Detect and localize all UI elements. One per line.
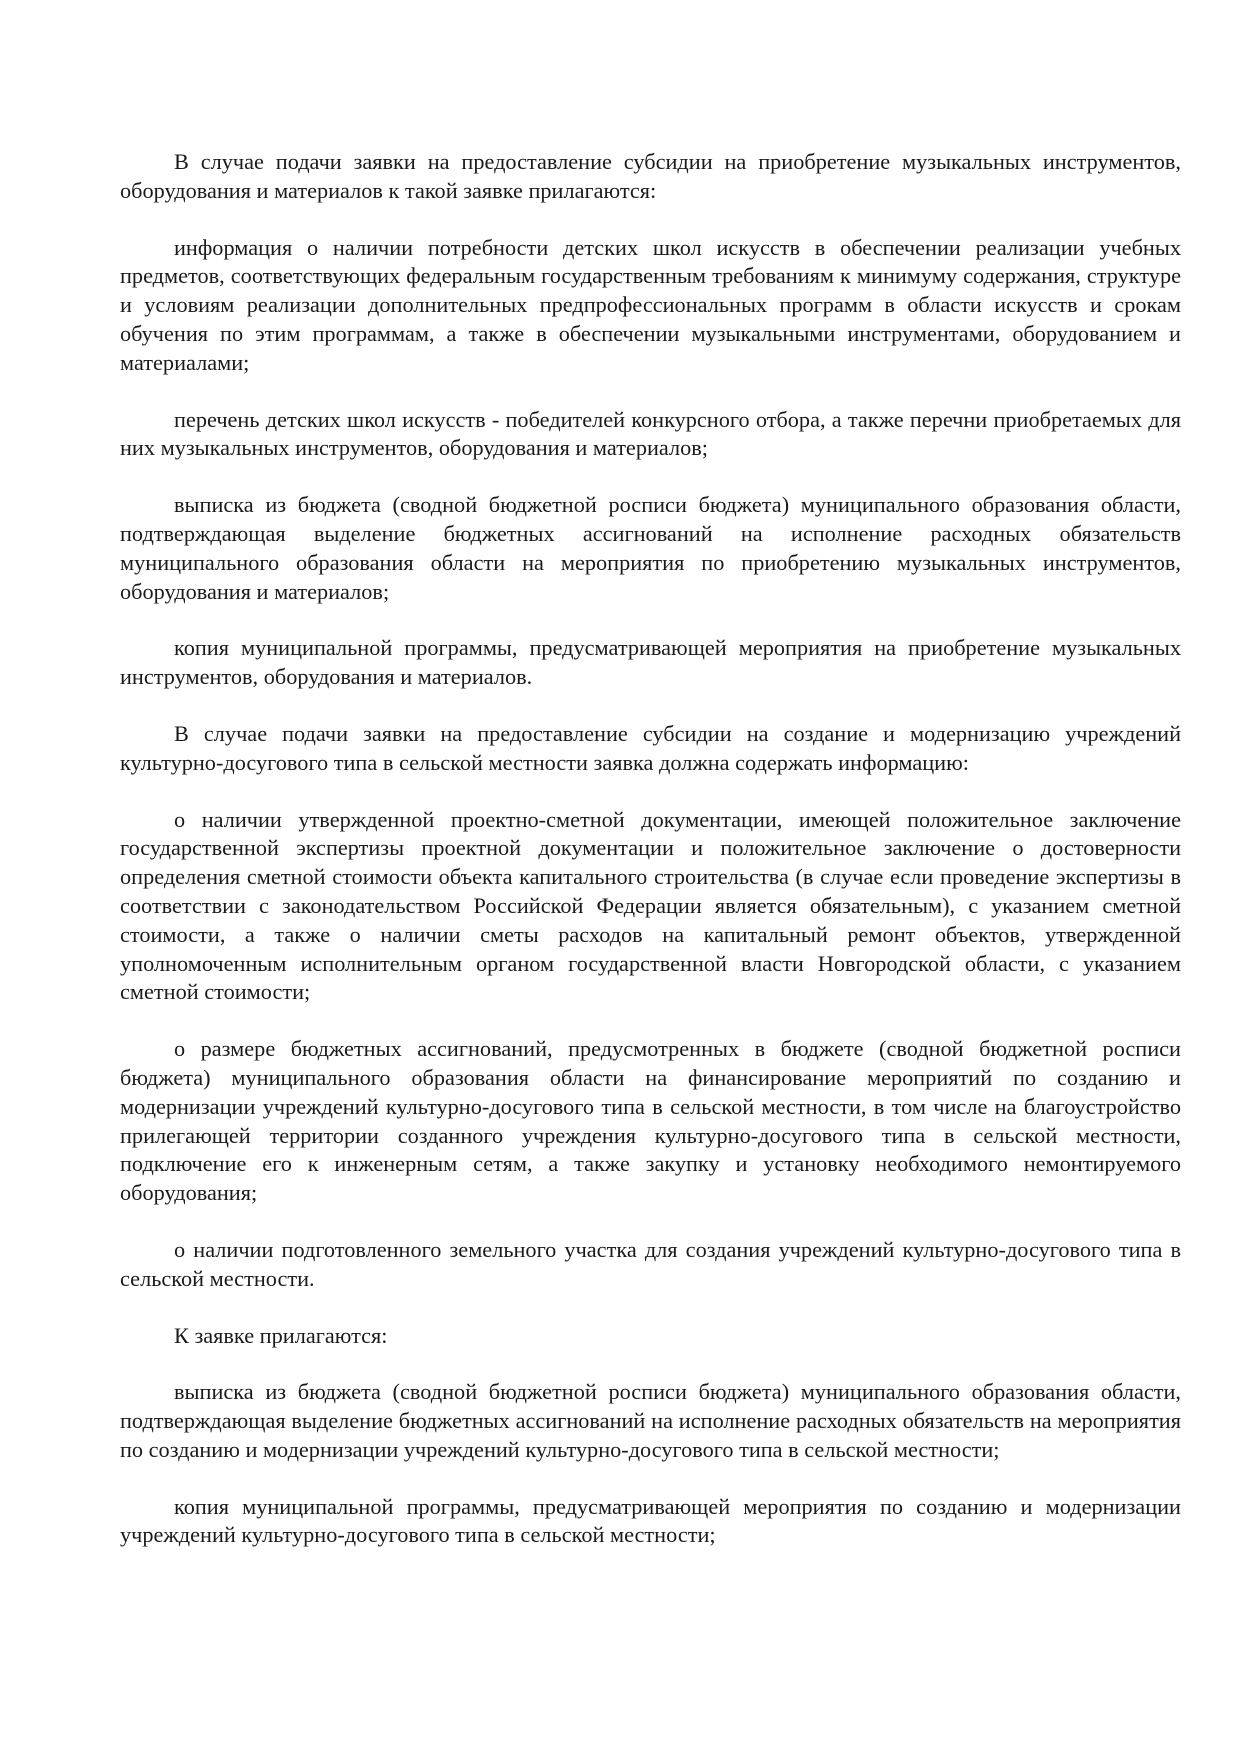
document-body — [120, 148, 1181, 1578]
paragraph-budget-extract-instruments: выписка из бюджета (сводной бюджетной росписи бюджета) муниципального образования области, подтверждающая выделение бюджетных ассигнований на исполнение расходных обязательств муниципального образования области на мероприятия по приобретению музыкальных инструментов, оборудования и материалов; — [120, 492, 1181, 604]
paragraph-land-plot: о наличии подготовленного земельного участка для создания учреждений культурно-досугового типа в сельской местности. — [120, 1236, 1181, 1291]
paragraph-schools-need-info: информация о наличии потребности детских школ искусств в обеспечении реализации учебных предметов, соответствующих федеральным государственным требованиям к минимуму содержания, структуре и условиям реализации дополнительных предпрофессиональных программ в области искусств и срокам обучения по этим программам, а также в обеспечении музыкальными инструментами, оборудованием и материалами; — [120, 234, 1181, 375]
paragraph-cultural-institutions-intro: В случае подачи заявки на предоставление субсидии на создание и модернизацию учреждений культурно-досугового типа в сельской местности заявка должна содержать информацию: — [120, 720, 1181, 775]
paragraph-budget-allocations: о размере бюджетных ассигнований, предусмотренных в бюджете (сводной бюджетной росписи бюджета) муниципального образования области на финансирование мероприятий по созданию и модернизации учреждений культурно-досугового типа в сельской местности, в том числе на благоустройство прилегающей территории созданного учреждения культурно-досугового типа в сельской местности, подключение его к инженерным сетям, а также закупку и установку необходимого немонтируемого оборудования; — [120, 1036, 1181, 1206]
paragraph-schools-winners-list: перечень детских школ искусств - победителей конкурсного отбора, а также перечни приобретаемых для них музыкальных инструментов, оборудования и материалов; — [120, 406, 1181, 461]
paragraph-musical-instruments-intro: В случае подачи заявки на предоставление субсидии на приобретение музыкальных инструментов, оборудования и материалов к такой заявке прилагаются: — [120, 149, 1181, 203]
paragraph-design-documentation: о наличии утвержденной проектно-сметной документации, имеющей положительное заключение государственной экспертизы проектной документации и положительное заключение о достоверности определения сметной стоимости объекта капитального строительства (в случае если проведение экспертизы в соответствии с законодательством Российской Федерации является обязательным), с указанием сметной стоимости, а также о наличии сметы расходов на капитальный ремонт объектов, утвержденной уполномоченным исполнительным органом государственной власти Новгородской области, с указанием сметной стоимости; — [120, 806, 1181, 1005]
paragraph-attachments-heading: К заявке прилагаются: — [174, 1322, 388, 1348]
paragraph-budget-extract-cultural: выписка из бюджета (сводной бюджетной росписи бюджета) муниципального образования области, подтверждающая выделение бюджетных ассигнований на исполнение расходных обязательств на мероприятия по созданию и модернизации учреждений культурно-досугового типа в сельской местности; — [120, 1379, 1181, 1462]
paragraph-program-copy-instruments: копия муниципальной программы, предусматривающей мероприятия на приобретение музыкальных инструментов, оборудования и материалов. — [120, 635, 1181, 690]
paragraph-program-copy-cultural: копия муниципальной программы, предусматривающей мероприятия по созданию и модернизации учреждений культурно-досугового типа в сельской местности; — [120, 1493, 1181, 1548]
